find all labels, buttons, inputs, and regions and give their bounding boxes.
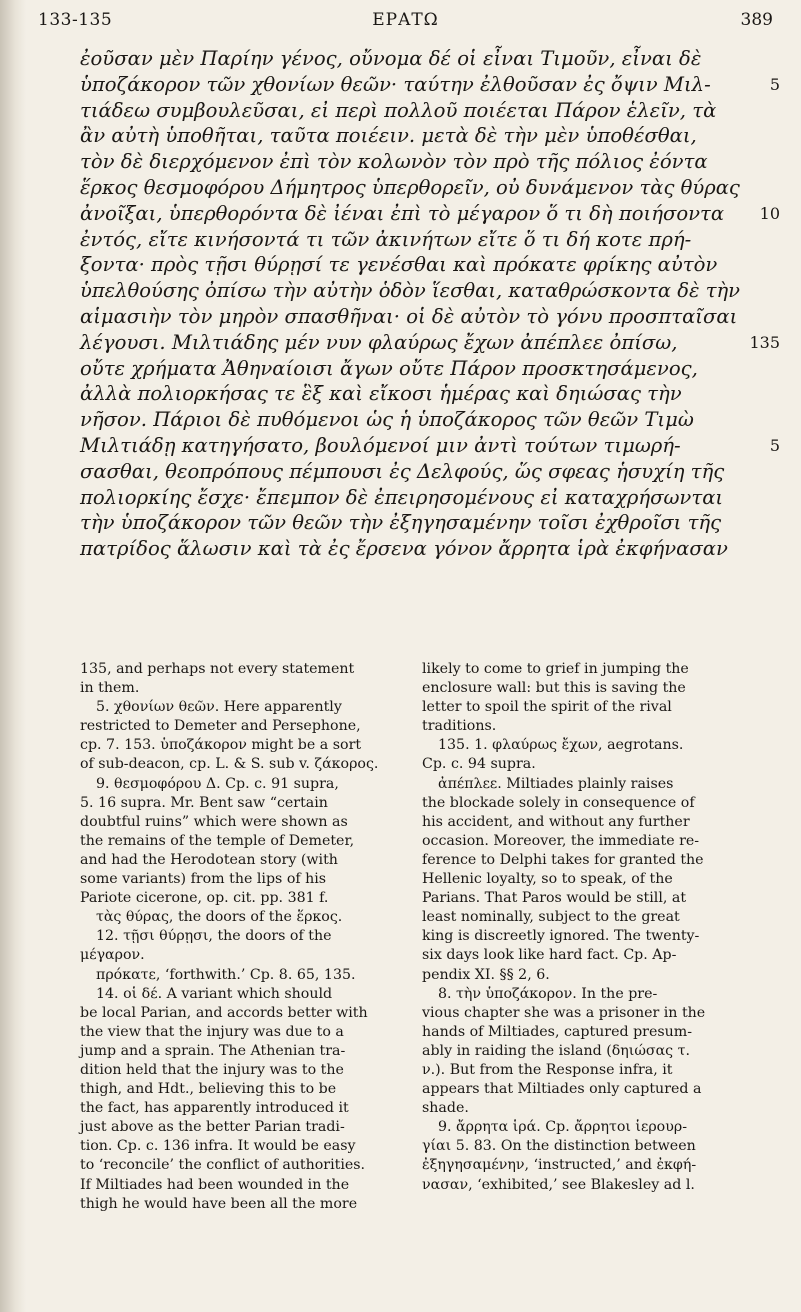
greek-line (80, 46, 740, 72)
note-line: 135. 1. φλαύρως ἔχων, aegrotans. (438, 737, 684, 754)
note-line: ference to Delphi takes for granted the (422, 851, 704, 868)
note-line: letter to spoil the spirit of the rival (422, 699, 672, 716)
binding-shadow (0, 0, 26, 1312)
note-line: tion. Cp. c. 136 infra. It would be easy (80, 1138, 356, 1155)
note-line: be local Parian, and accords better with (80, 1004, 368, 1021)
note-line: 12. τῇσι θύρῃσι, the doors of the (96, 928, 332, 945)
note-line: 14. οἱ δέ. A variant which should (96, 985, 333, 1002)
greek-line (80, 407, 740, 433)
note-line: thigh he would have been all the more (80, 1195, 358, 1212)
note-line: king is discreetly ignored. The twenty- (422, 928, 700, 945)
note-line: in them. (80, 680, 140, 697)
note-line: ably in raiding the island (δηιώσας τ. (422, 1042, 690, 1059)
line-number: 135 (749, 332, 780, 352)
note-line: 8. τὴν ὑποζάκορον. In the pre- (438, 985, 658, 1002)
note-line: some variants) from the lips of his (80, 871, 327, 888)
greek-line-text: ὑπελθούσης ὀπίσω τὴν αὐτὴν ὁδὸν ἵεσθαι, καταθρώσκοντα δὲ τὴν (80, 279, 741, 303)
note-line: Parians. That Paros would be still, at (422, 890, 687, 907)
note-line: doubtful ruins” which were shown as (80, 813, 348, 830)
note-line: least nominally, subject to the great (422, 909, 680, 926)
greek-line-text: Μιλτιάδῃ κατηγήσατο, βουλόμενοί μιν ἀντὶ τούτων τιμωρή- (80, 433, 681, 457)
greek-line (80, 356, 740, 382)
note-line: just above as the better Parian tradi- (80, 1119, 345, 1136)
note-line: shade. (422, 1100, 469, 1117)
commentary-right-column (422, 660, 742, 1195)
book-title: ΕΡΑΤΩ (372, 10, 439, 30)
note-line: restricted to Demeter and Persephone, (80, 718, 361, 735)
note-line: Hellenic loyalty, so to speak, of the (422, 871, 673, 888)
greek-line (80, 485, 740, 511)
note-line: thigh, and Hdt., believing this to be (80, 1081, 337, 1098)
note-line: the fact, has apparently introduced it (80, 1100, 349, 1117)
greek-line (80, 252, 740, 278)
note-line: μέγαρον. (80, 947, 145, 964)
note-line: dition held that the injury was to the (80, 1061, 344, 1078)
note-line: ν.). But from the Response infra, it (422, 1061, 673, 1078)
note-line: Cp. c. 94 supra. (422, 756, 536, 773)
note-line: 9. θεσμοφόρου Δ. Cp. c. 91 supra, (96, 775, 339, 792)
note-line: 5. χθονίων θεῶν. Here apparently (96, 699, 342, 716)
greek-text-block (80, 46, 780, 562)
greek-line-text: ἐντός, εἴτε κινήσοντά τι τῶν ἀκινήτων εἴτε ὅ τι δή κοτε πρή- (80, 227, 692, 251)
note-line: traditions. (422, 718, 497, 735)
greek-line-text: ἕρκος θεσμοφόρου Δήμητρος ὑπερθορεῖν, οὐ δυνάμενον τὰς θύρας (80, 175, 740, 199)
greek-line (80, 536, 740, 562)
note-line: pendix XI. §§ 2, 6. (422, 966, 550, 983)
note-line: ἐξηγησαμένην, ‘instructed,’ and ἐκφή- (422, 1157, 697, 1174)
note-line: τὰς θύρας, the doors of the ἕρκος. (96, 909, 343, 926)
greek-line-text: τὴν ὑποζάκορον τῶν θεῶν τὴν ἐξηγησαμένην τοῖσι ἐχθροῖσι τῆς (80, 511, 722, 535)
greek-line (80, 227, 740, 253)
note-line: and had the Herodotean story (with (80, 851, 338, 868)
note-line: Pariote cicerone, op. cit. pp. 381 f. (80, 890, 329, 907)
note-line: πρόκατε, ‘forthwith.’ Cp. 8. 65, 135. (96, 966, 356, 983)
note-line: γίαι 5. 83. On the distinction between (422, 1138, 696, 1155)
note-line: the view that the injury was due to a (80, 1023, 344, 1040)
note-line: If Miltiades had been wounded in the (80, 1176, 350, 1193)
page-number: 389 (740, 10, 773, 30)
note-line: 5. 16 supra. Mr. Bent saw “certain (80, 794, 328, 811)
running-header (38, 6, 773, 36)
line-number: 5 (769, 435, 780, 455)
note-line: 135, and perhaps not every statement (80, 661, 355, 677)
greek-line (80, 433, 780, 459)
note-line: his accident, and without any further (422, 813, 690, 830)
greek-line-text: ὑποζάκορον τῶν χθονίων θεῶν· ταύτην ἐλθοῦσαν ἐς ὄψιν Μιλ- (80, 72, 711, 96)
greek-line-text: τιάδεω συμβουλεῦσαι, εἰ περὶ πολλοῦ ποιέεται Πάρον ἑλεῖν, τὰ (80, 98, 717, 122)
greek-line-text: οὔτε χρήματα Ἀθηναίοισι ἄγων οὔτε Πάρον προσκτησάμενος, (80, 356, 698, 380)
greek-line-text: λέγουσι. Μιλτιάδης μέν νυν φλαύρως ἔχων ἀπέπλεε ὀπίσω, (80, 330, 678, 354)
note-line: νασαν, ‘exhibited,’ see Blakesley ad l. (422, 1176, 695, 1193)
line-number: 10 (759, 203, 780, 223)
greek-line (80, 201, 780, 227)
greek-line-text: νῆσον. Πάριοι δὲ πυθόμενοι ὡς ἡ ὑποζάκορος τῶν θεῶν Τιμὼ (80, 408, 694, 432)
greek-line (80, 149, 740, 175)
note-line: jump and a sprain. The Athenian tra- (80, 1042, 346, 1059)
greek-line-text: πατρίδος ἅλωσιν καὶ τὰ ἐς ἔρσενα γόνον ἄρρητα ἱρὰ ἐκφήνασαν (80, 537, 728, 561)
greek-line (80, 123, 740, 149)
greek-line (80, 175, 740, 201)
greek-line-text: σασθαι, θεοπρόπους πέμπουσι ἐς Δελφούς, ὥς σφεας ἡσυχίη τῆς (80, 459, 725, 483)
greek-line (80, 459, 740, 485)
note-line: occasion. Moreover, the immediate re- (422, 832, 700, 849)
greek-line (80, 98, 740, 124)
note-line: six days look like hard fact. Cp. Ap- (422, 947, 677, 964)
note-line: hands of Miltiades, captured presum- (422, 1023, 693, 1040)
greek-line-text: ἂν αὐτὴ ὑποθῆται, ταῦτα ποιέειν. μετὰ δὲ τὴν μὲν ὑποθέσθαι, (80, 124, 697, 148)
note-line: the remains of the temple of Demeter, (80, 832, 355, 849)
greek-line-text: αἱμασιὴν τὸν μηρὸν σπασθῆναι· οἱ δὲ αὐτὸν τὸ γόνυ προσπταῖσαι (80, 304, 738, 328)
greek-line (80, 510, 740, 536)
note-line: enclosure wall: but this is saving the (422, 680, 686, 697)
note-line: to ‘reconcile’ the conflict of authorities. (80, 1157, 366, 1174)
greek-line-text: ἀνοῖξαι, ὑπερθορόντα δὲ ἰέναι ἐπὶ τὸ μέγαρον ὅ τι δὴ ποιήσοντα (80, 201, 725, 225)
note-line: vious chapter she was a prisoner in the (422, 1004, 706, 1021)
line-number: 5 (769, 74, 780, 94)
note-line: the blockade solely in consequence of (422, 794, 695, 811)
note-line: cp. 7. 153. ὑποζάκορον might be a sort (80, 737, 362, 754)
note-line: ἀπέπλεε. Miltiades plainly raises (438, 775, 674, 792)
commentary-left-column (80, 660, 398, 1214)
greek-line-text: ξοντα· πρὸς τῇσι θύρῃσί τε γενέσθαι καὶ πρόκατε φρίκης αὐτὸν (80, 253, 718, 277)
greek-line (80, 330, 780, 356)
chapter-range: 133-135 (38, 10, 113, 30)
note-line: likely to come to grief in jumping the (422, 661, 689, 677)
greek-line-text: τὸν δὲ διερχόμενον ἐπὶ τὸν κολωνὸν τὸν πρὸ τῆς πόλιος ἐόντα (80, 150, 708, 174)
note-line: appears that Miltiades only captured a (422, 1081, 702, 1098)
note-line: 9. ἄρρητα ἱρά. Cp. ἄρρητοι ἱερουρ- (438, 1119, 687, 1136)
greek-line-text: ἀλλὰ πολιορκήσας τε ἓξ καὶ εἴκοσι ἡμέρας καὶ δηιώσας τὴν (80, 382, 682, 406)
greek-line (80, 304, 740, 330)
greek-line (80, 278, 740, 304)
greek-line-text: πολιορκίης ἔσχε· ἔπεμπον δὲ ἐπειρησομένους εἰ καταχρήσωνται (80, 485, 724, 509)
note-line: of sub-deacon, cp. L. & S. sub v. ζάκορος. (80, 756, 379, 773)
greek-line-text: ἐοῦσαν μὲν Παρίην γένος, οὔνομα δέ οἱ εἶναι Τιμοῦν, εἶναι δὲ (80, 47, 702, 70)
greek-line (80, 72, 780, 98)
greek-line (80, 381, 740, 407)
